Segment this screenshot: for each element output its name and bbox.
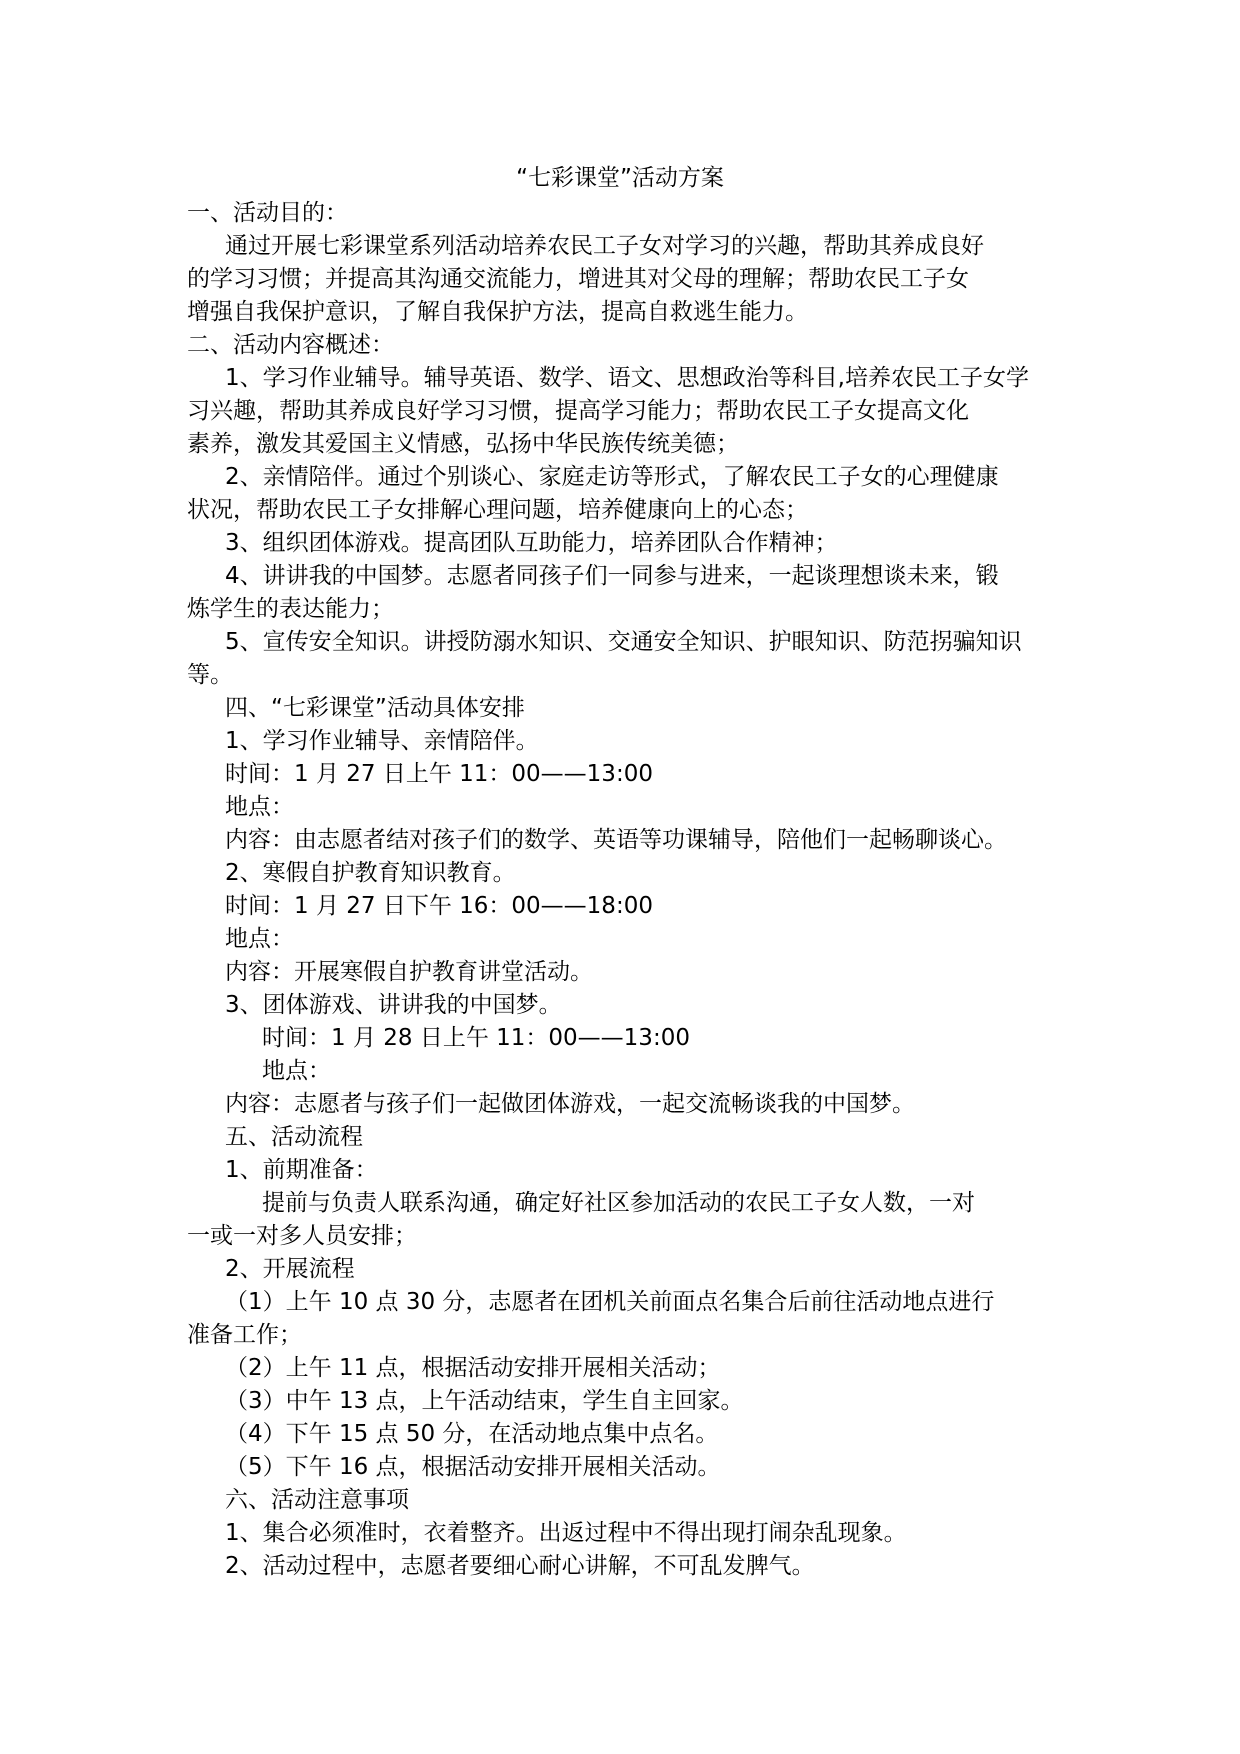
- paragraph-line: 等。: [187, 662, 233, 688]
- paragraph-line: 1、学习作业辅导。辅导英语、数学、语文、思想政治等科目,培养农民工子女学: [225, 365, 1029, 391]
- note-item: 1、集合必须准时，衣着整齐。出返过程中不得出现打闹杂乱现象。: [225, 1520, 907, 1546]
- paragraph-line: 2、亲情陪伴。通过个别谈心、家庭走访等形式，了解农民工子女的心理健康: [225, 464, 999, 490]
- process-item-title: 1、前期准备：: [225, 1157, 378, 1183]
- process-step: （4）下午 15 点 50 分，在活动地点集中点名。: [225, 1421, 719, 1447]
- process-step: （3）中午 13 点，上午活动结束，学生自主回家。: [225, 1388, 744, 1414]
- paragraph-line: 通过开展七彩课堂系列活动培养农民工子女对学习的兴趣，帮助其养成良好: [225, 233, 984, 259]
- section-heading-process: 五、活动流程: [225, 1124, 363, 1150]
- schedule-item-title: 2、寒假自护教育知识教育。: [225, 860, 516, 886]
- paragraph-line: 素养，激发其爱国主义情感，弘扬中华民族传统美德；: [187, 431, 739, 457]
- document-body: [187, 197, 1057, 1583]
- process-step: （2）上午 11 点，根据活动安排开展相关活动；: [225, 1355, 721, 1381]
- schedule-location: 地点：: [262, 1058, 331, 1084]
- schedule-content: 内容：志愿者与孩子们一起做团体游戏，一起交流畅谈我的中国梦。: [225, 1091, 915, 1117]
- paragraph-line: 提前与负责人联系沟通，确定好社区参加活动的农民工子女人数，一对: [262, 1190, 975, 1216]
- section-heading-notes: 六、活动注意事项: [225, 1487, 409, 1513]
- schedule-location: 地点：: [225, 926, 294, 952]
- schedule-content: 内容：开展寒假自护教育讲堂活动。: [225, 959, 593, 985]
- paragraph-line: 炼学生的表达能力；: [187, 596, 394, 622]
- schedule-item-title: 1、学习作业辅导、亲情陪伴。: [225, 728, 539, 754]
- schedule-time: 时间：1 月 28 日上午 11：00——13:00: [262, 1025, 690, 1051]
- schedule-content: 内容：由志愿者结对孩子们的数学、英语等功课辅导，陪他们一起畅聊谈心。: [225, 827, 1007, 853]
- section-heading-overview: 二、活动内容概述：: [187, 332, 394, 358]
- schedule-item-title: 3、团体游戏、讲讲我的中国梦。: [225, 992, 562, 1018]
- note-item: 2、活动过程中，志愿者要细心耐心讲解，不可乱发脾气。: [225, 1553, 815, 1579]
- schedule-location: 地点：: [225, 794, 294, 820]
- paragraph-line: 习兴趣，帮助其养成良好学习习惯，提高学习能力；帮助农民工子女提高文化: [187, 398, 969, 424]
- paragraph-line: 状况，帮助农民工子女排解心理问题，培养健康向上的心态；: [187, 497, 808, 523]
- paragraph-line: 3、组织团体游戏。提高团队互助能力，培养团队合作精神；: [225, 530, 838, 556]
- section-heading-purpose: 一、活动目的：: [187, 200, 348, 226]
- process-step: （5）下午 16 点，根据活动安排开展相关活动。: [225, 1454, 721, 1480]
- paragraph-line: 准备工作；: [187, 1322, 302, 1348]
- paragraph-line: 5、宣传安全知识。讲授防溺水知识、交通安全知识、护眼知识、防范拐骗知识: [225, 629, 1022, 655]
- paragraph-line: 一或一对多人员安排；: [187, 1223, 417, 1249]
- paragraph-line: 的学习习惯；并提高其沟通交流能力，增进其对父母的理解；帮助农民工子女: [187, 266, 969, 292]
- document-title: “七彩课堂”活动方案: [516, 165, 724, 191]
- process-item-title: 2、开展流程: [225, 1256, 355, 1282]
- paragraph-line: 增强自我保护意识，了解自我保护方法，提高自救逃生能力。: [187, 299, 808, 325]
- schedule-time: 时间：1 月 27 日下午 16：00——18:00: [225, 893, 653, 919]
- paragraph-line: 4、讲讲我的中国梦。志愿者同孩子们一同参与进来，一起谈理想谈未来，锻: [225, 563, 999, 589]
- schedule-time: 时间：1 月 27 日上午 11：00——13:00: [225, 761, 653, 787]
- section-heading-schedule: 四、“七彩课堂”活动具体安排: [225, 695, 525, 721]
- process-step: （1）上午 10 点 30 分，志愿者在团机关前面点名集合后前往活动地点进行: [225, 1289, 995, 1315]
